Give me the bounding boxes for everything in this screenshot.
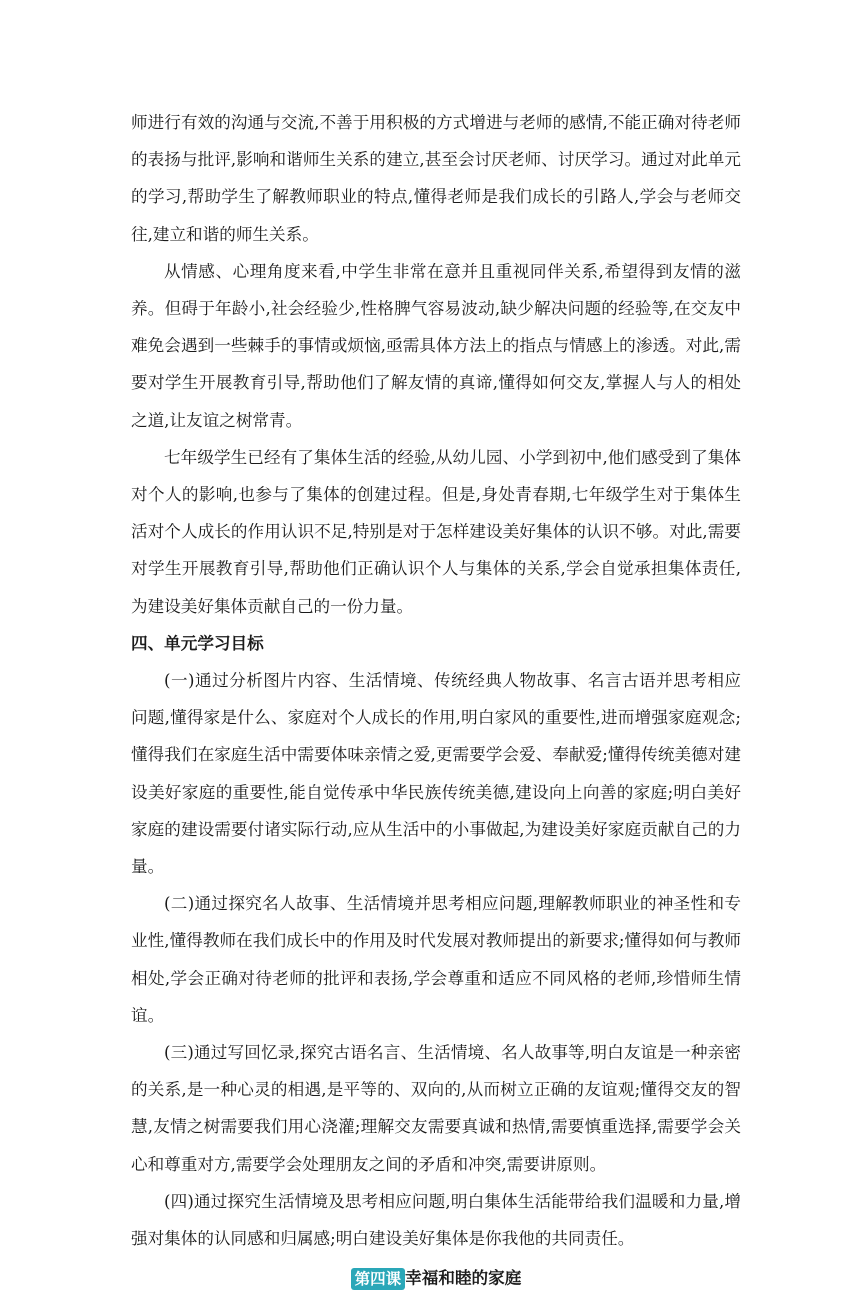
goal-item-2: (二)通过探究名人故事、生活情境并思考相应问题,理解教师职业的神圣性和专业性,懂得教师在我们成长中的作用及时代发展对教师提出的新要求;懂得如何与教师相处,学会正确对待老师的批评和表扬,学会尊重和适应不同风格的老师,珍惜师生情谊。	[131, 894, 741, 1025]
lesson-title	[131, 1263, 741, 1293]
goal-item-1: (一)通过分析图片内容、生活情境、传统经典人物故事、名言古语并思考相应问题,懂得家是什么、家庭对个人成长的作用,明白家风的重要性,进而增强家庭观念;懂得我们在家庭生活中需要体味亲情之爱,更需要学会爱、奉献爱;懂得传统美德对建设美好家庭的重要性,能自觉传承中华民族传统美德,建设向上向善的家庭;明白美好家庭的建设需要付诸实际行动,应从生活中的小事做起,为建设美好家庭贡献自己的力量。	[131, 671, 741, 877]
paragraph-peer-relations: 从情感、心理角度来看,中学生非常在意并且重视同伴关系,希望得到友情的滋养。但碍于年龄小,社会经验少,性格脾气容易波动,缺少解决问题的经验等,在交友中难免会遇到一些棘手的事情或烦恼,亟需具体方法上的指点与情感上的渗透。对此,需要对学生开展教育引导,帮助他们了解友情的真谛,懂得如何交友,掌握人与人的相处之道,让友谊之树常青。	[131, 261, 741, 430]
goal-item-3: (三)通过写回忆录,探究古语名言、生活情境、名人故事等,明白友谊是一种亲密的关系,是一种心灵的相遇,是平等的、双向的,从而树立正确的友谊观;懂得交友的智慧,友情之树需要我们用心浇灌;理解交友需要真诚和热情,需要慎重选择,需要学会关心和尊重对方,需要学会处理朋友之间的矛盾和冲突,需要讲原则。	[131, 1043, 741, 1174]
document-page	[131, 104, 741, 1293]
paragraph-teacher-relations: 师进行有效的沟通与交流,不善于用积极的方式增进与老师的感情,不能正确对待老师的表扬与批评,影响和谐师生关系的建立,甚至会讨厌老师、讨厌学习。通过对此单元的学习,帮助学生了解教师职业的特点,懂得老师是我们成长的引路人,学会与老师交往,建立和谐的师生关系。	[131, 113, 741, 244]
goal-item-4: (四)通过探究生活情境及思考相应问题,明白集体生活能带给我们温暖和力量,增强对集体的认同感和归属感;明白建设美好集体是你我他的共同责任。	[131, 1191, 741, 1249]
section-heading-unit-goals: 四、单元学习目标	[131, 633, 264, 653]
lesson-name: 幸福和睦的家庭	[405, 1268, 522, 1288]
lesson-badge: 第四课	[351, 1268, 406, 1290]
paragraph-collective-life: 七年级学生已经有了集体生活的经验,从幼儿园、小学到初中,他们感受到了集体对个人的影响,也参与了集体的创建过程。但是,身处青春期,七年级学生对于集体生活对个人成长的作用认识不足,特别是对于怎样建设美好集体的认识不够。对此,需要对学生开展教育引导,帮助他们正确认识个人与集体的关系,学会自觉承担集体责任,为建设美好集体贡献自己的一份力量。	[131, 447, 741, 616]
